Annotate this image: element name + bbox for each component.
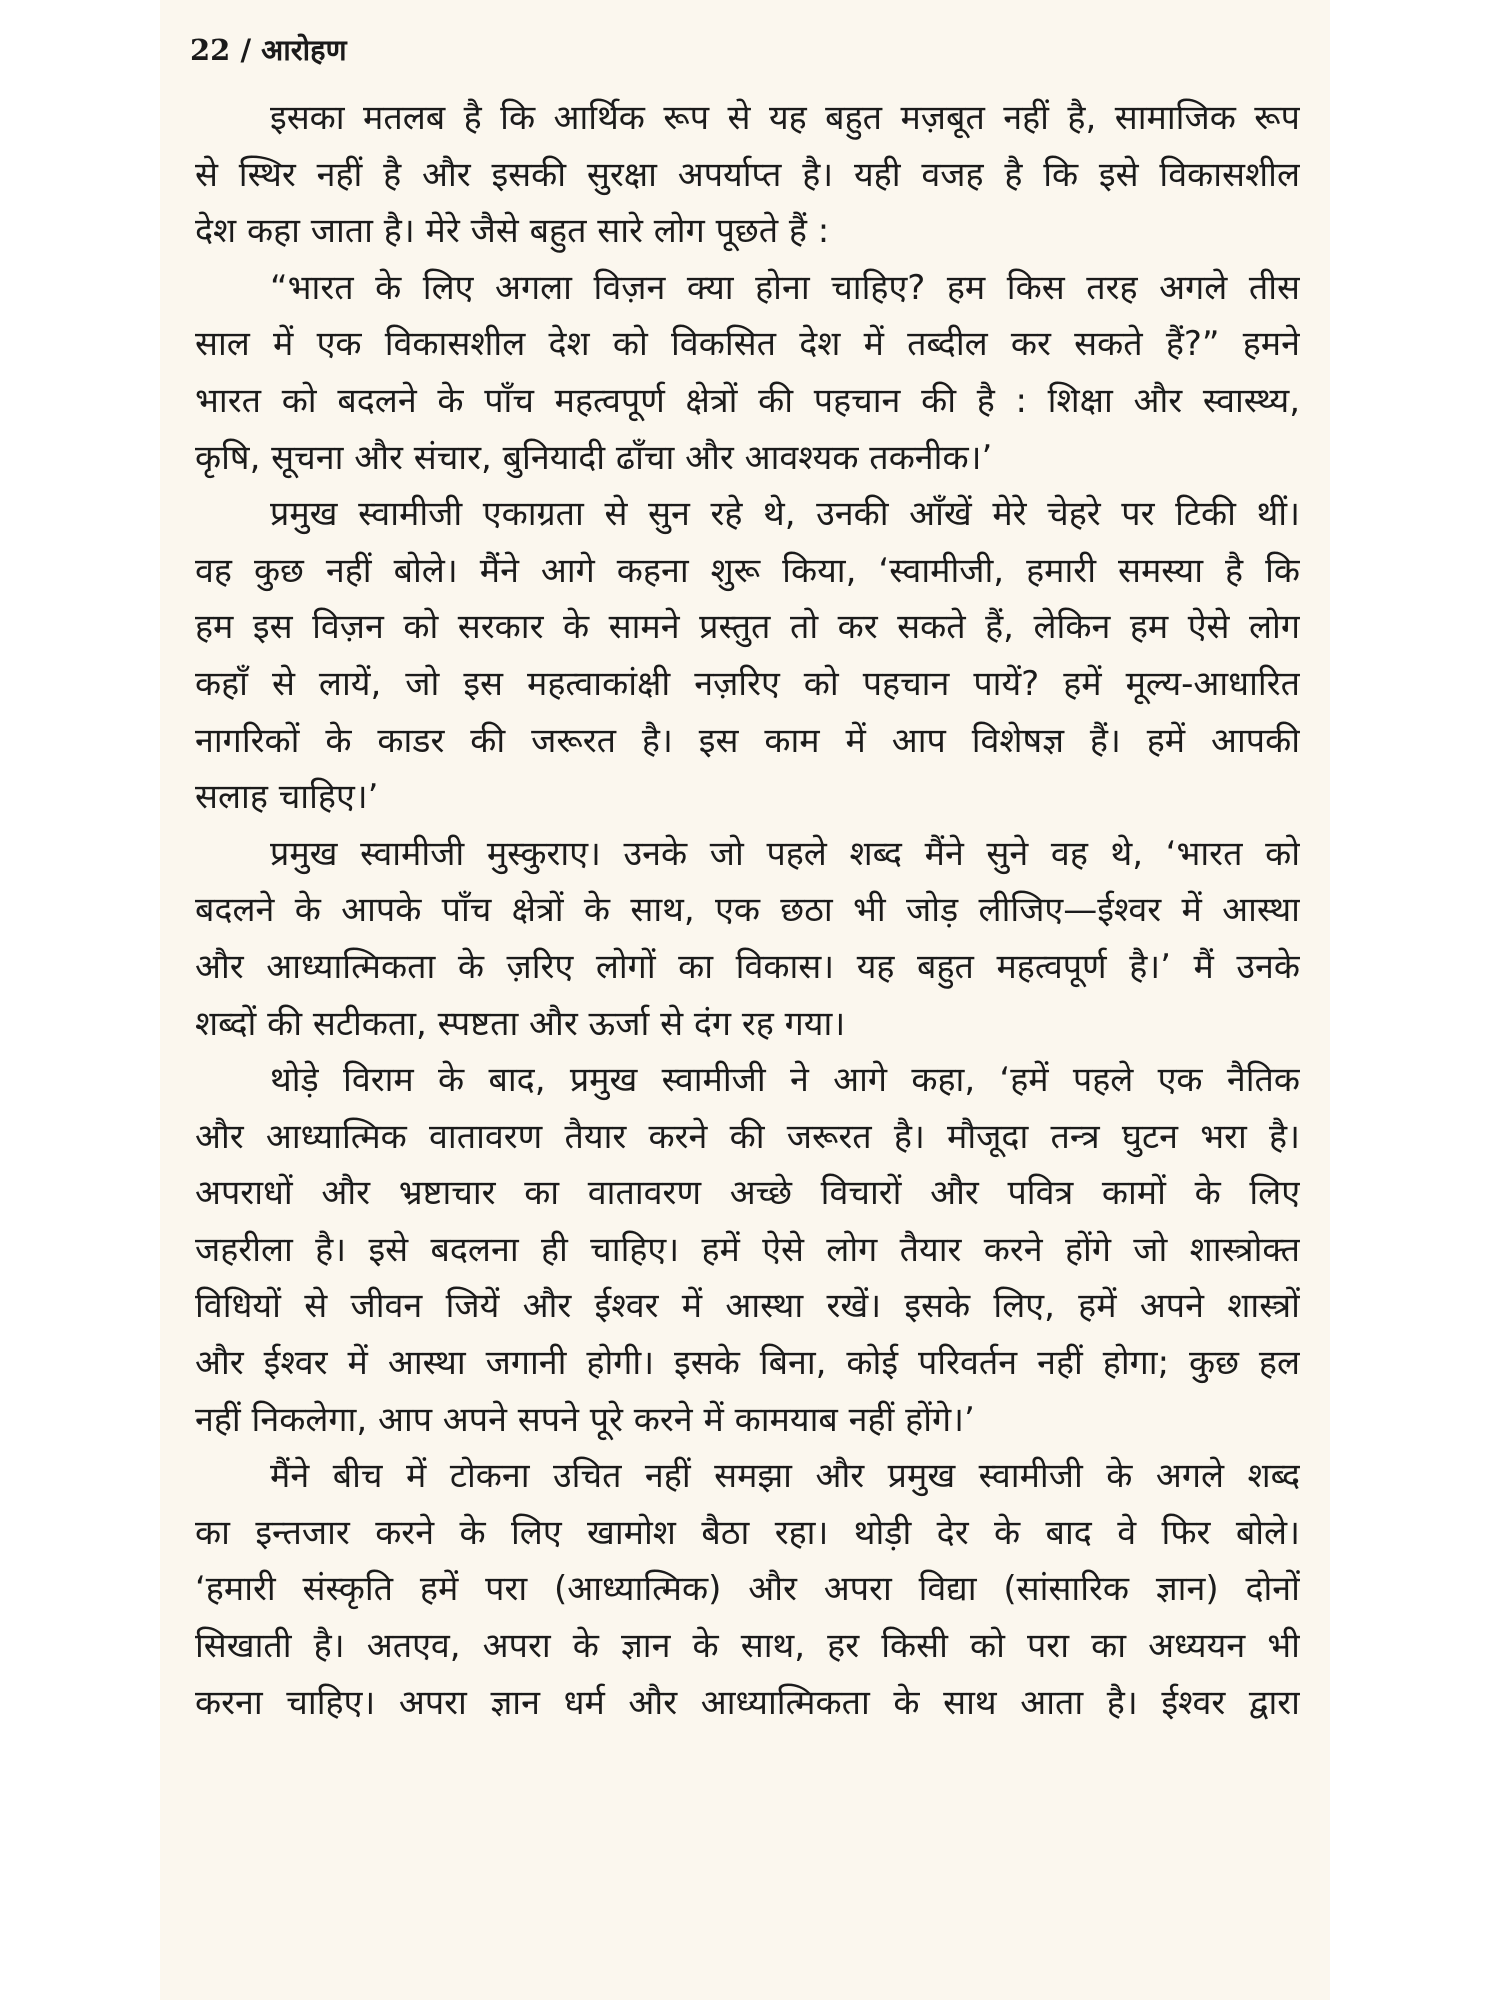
- paragraph: [195, 1448, 1300, 1731]
- text-line: अपराधों और भ्रष्टाचार का वातावरण अच्छे विचारों और पवित्र कामों के लिए: [195, 1173, 1300, 1214]
- paragraph: [195, 826, 1300, 1052]
- text-line: देश कहा जाता है। मेरे जैसे बहुत सारे लोग पूछते हैं :: [195, 211, 830, 252]
- text-line: भारत को बदलने के पाँच महत्वपूर्ण क्षेत्रों की पहचान की है : शिक्षा और स्वास्थ्य,: [195, 380, 1300, 421]
- text-line: और आध्यात्मिक वातावरण तैयार करने की जरूरत है। मौजूदा तन्त्र घुटन भरा है।: [195, 1116, 1300, 1157]
- text-line: कृषि, सूचना और संचार, बुनियादी ढाँचा और आवश्यक तकनीक।’: [195, 437, 993, 478]
- text-line: “भारत के लिए अगला विज़न क्या होना चाहिए? हम किस तरह अगले तीस: [270, 267, 1300, 308]
- paragraph: [195, 90, 1300, 260]
- body-text: [195, 90, 1300, 1731]
- text-line: सलाह चाहिए।’: [195, 777, 379, 818]
- text-line: नहीं निकलेगा, आप अपने सपने पूरे करने में कामयाब नहीं होंगे।’: [195, 1399, 975, 1440]
- text-line: साल में एक विकासशील देश को विकसित देश में तब्दील कर सकते हैं?” हमने: [195, 324, 1300, 365]
- text-line: इसका मतलब है कि आर्थिक रूप से यह बहुत मज़बूत नहीं है, सामाजिक रूप: [270, 98, 1300, 138]
- text-line: प्रमुख स्वामीजी मुस्कुराए। उनके जो पहले शब्द मैंने सुने वह थे, ‘भारत को: [270, 833, 1300, 874]
- text-line: जहरीला है। इसे बदलना ही चाहिए। हमें ऐसे लोग तैयार करने होंगे जो शास्त्रोक्त: [195, 1229, 1300, 1270]
- book-title: आरोहण: [261, 33, 347, 67]
- text-line: वह कुछ नहीं बोले। मैंने आगे कहना शुरू किया, ‘स्वामीजी, हमारी समस्या है कि: [195, 550, 1300, 591]
- text-line: और आध्यात्मिकता के ज़रिए लोगों का विकास। यह बहुत महत्वपूर्ण है।’ मैं उनके: [195, 946, 1300, 987]
- text-line: से स्थिर नहीं है और इसकी सुरक्षा अपर्याप्त है। यही वजह है कि इसे विकासशील: [195, 154, 1300, 195]
- paragraph: [195, 1052, 1300, 1448]
- text-line: थोड़े विराम के बाद, प्रमुख स्वामीजी ने आगे कहा, ‘हमें पहले एक नैतिक: [270, 1060, 1300, 1101]
- header-separator: /: [240, 33, 252, 67]
- text-line: और ईश्वर में आस्था जगानी होगी। इसके बिना, कोई परिवर्तन नहीं होगा; कुछ हल: [195, 1343, 1300, 1384]
- text-line: मैंने बीच में टोकना उचित नहीं समझा और प्रमुख स्वामीजी के अगले शब्द: [270, 1456, 1300, 1497]
- text-line: प्रमुख स्वामीजी एकाग्रता से सुन रहे थे, उनकी आँखें मेरे चेहरे पर टिकी थीं।: [270, 494, 1300, 535]
- text-line: शब्दों की सटीकता, स्पष्टता और ऊर्जा से दंग रह गया।: [195, 1003, 846, 1044]
- text-line: बदलने के आपके पाँच क्षेत्रों के साथ, एक छठा भी जोड़ लीजिए—ईश्वर में आस्था: [195, 890, 1300, 931]
- book-page: [160, 0, 1330, 2000]
- text-line: ‘हमारी संस्कृति हमें परा (आध्यात्मिक) और अपरा विद्या (सांसारिक ज्ञान) दोनों: [195, 1569, 1300, 1610]
- text-line: करना चाहिए। अपरा ज्ञान धर्म और आध्यात्मिकता के साथ आता है। ईश्वर द्वारा: [195, 1682, 1300, 1723]
- text-line: नागरिकों के काडर की जरूरत है। इस काम में आप विशेषज्ञ हैं। हमें आपकी: [195, 720, 1300, 761]
- paragraph: [195, 260, 1300, 486]
- text-line: विधियों से जीवन जियें और ईश्वर में आस्था रखें। इसके लिए, हमें अपने शास्त्रों: [195, 1286, 1300, 1327]
- text-line: कहाँ से लायें, जो इस महत्वाकांक्षी नज़रिए को पहचान पायें? हमें मूल्य-आधारित: [195, 663, 1300, 704]
- page-header: [190, 30, 347, 69]
- text-line: हम इस विज़न को सरकार के सामने प्रस्तुत तो कर सकते हैं, लेकिन हम ऐसे लोग: [195, 607, 1300, 648]
- text-line: का इन्तजार करने के लिए खामोश बैठा रहा। थोड़ी देर के बाद वे फिर बोले।: [195, 1512, 1300, 1553]
- page-number: 22: [190, 33, 231, 67]
- text-line: सिखाती है। अतएव, अपरा के ज्ञान के साथ, हर किसी को परा का अध्ययन भी: [195, 1626, 1300, 1667]
- paragraph: [195, 486, 1300, 826]
